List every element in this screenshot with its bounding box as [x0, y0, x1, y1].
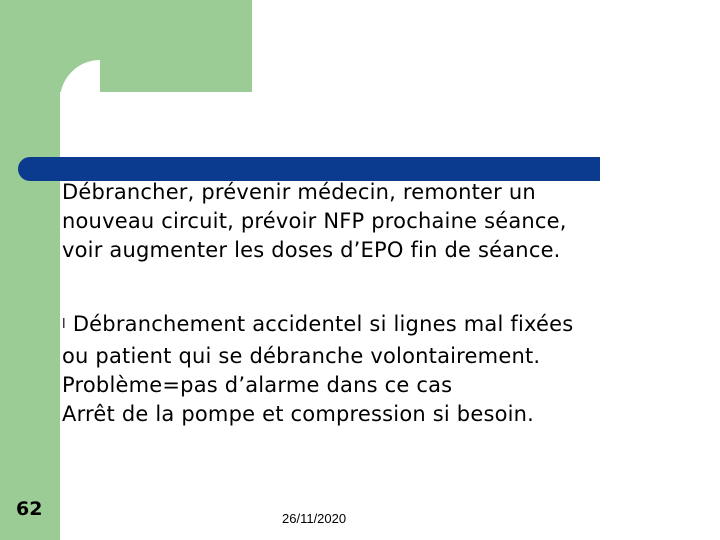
bullet-icon: l	[62, 317, 66, 332]
paragraph-1-line: nouveau circuit, prévoir NFP prochaine séance,	[62, 209, 567, 233]
slide-body	[62, 178, 662, 429]
footer-date: 26/11/2020	[282, 511, 347, 526]
paragraph-1-line: Débrancher, prévenir médecin, remonter un	[62, 180, 536, 204]
paragraph-1	[62, 178, 662, 265]
paragraph-2-line: ou patient qui se débranche volontairement.	[62, 344, 541, 368]
paragraph-2-text: Débranchement accidentel si lignes mal fixées	[72, 312, 574, 336]
paragraph-1-line: voir augmenter les doses d’EPO fin de séance.	[62, 238, 561, 262]
paragraph-2-line	[62, 310, 662, 342]
page-number: 62	[16, 498, 43, 520]
paragraph-3: Arrêt de la pompe et compression si besoin.	[62, 402, 535, 426]
paragraph-2-line: Problème=pas d’alarme dans ce cas	[62, 373, 453, 397]
paragraph-2	[62, 310, 662, 400]
top-decor-band	[0, 0, 252, 92]
